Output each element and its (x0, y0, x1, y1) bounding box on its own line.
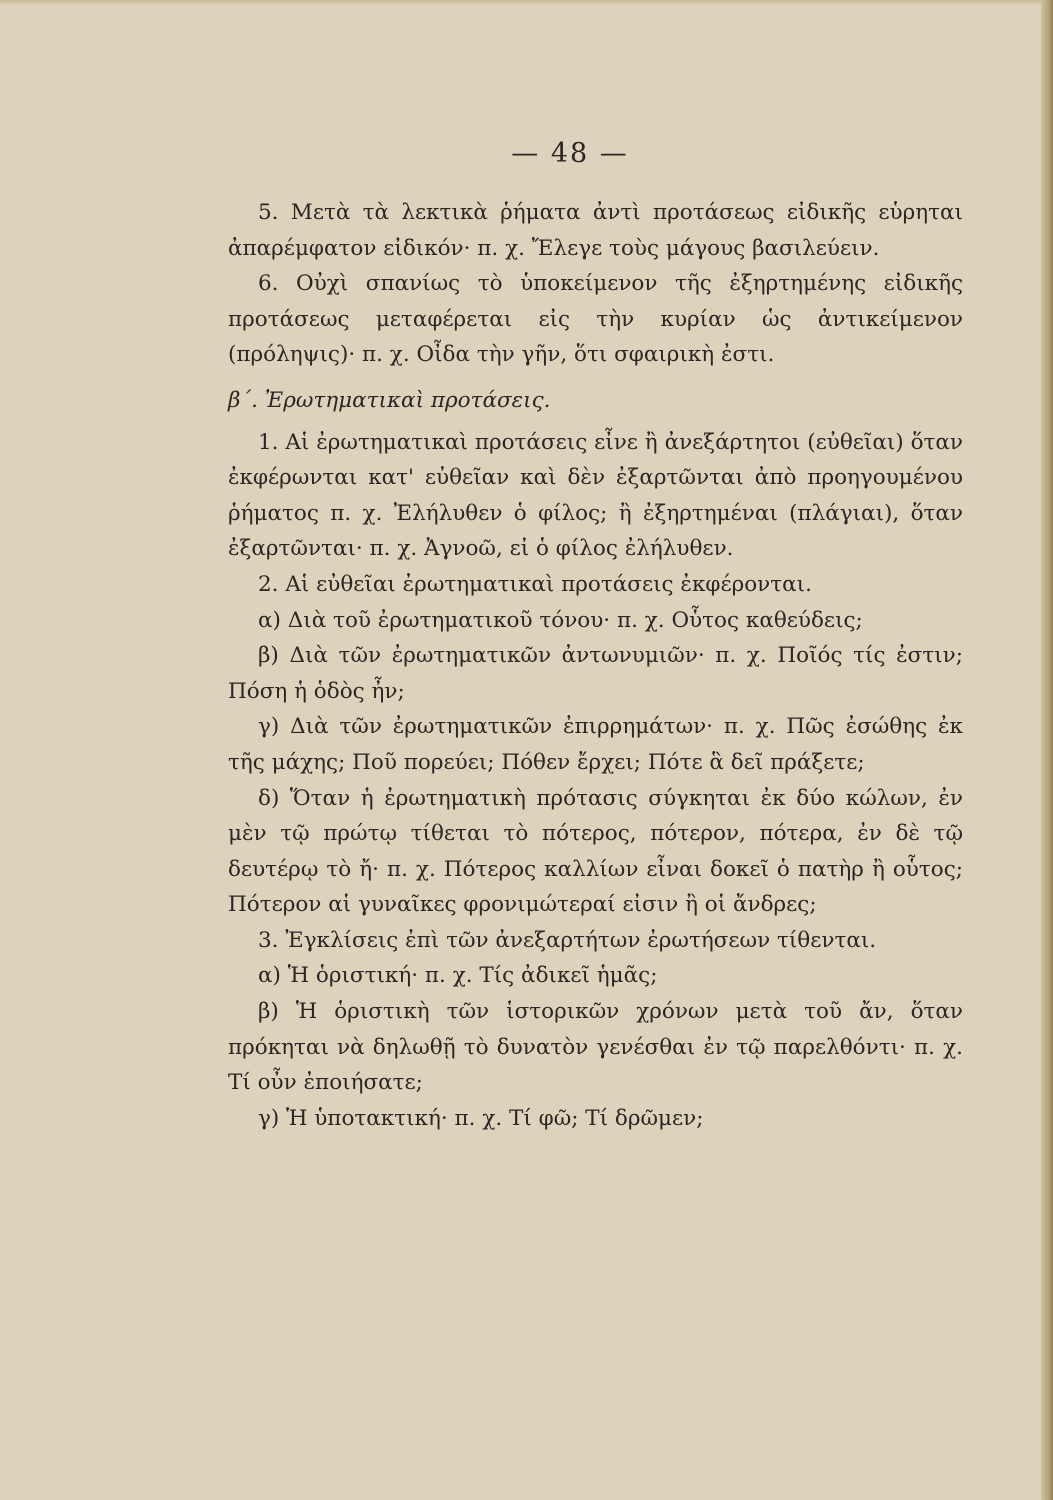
paragraph-q2a: α) Διὰ τοῦ ἐρωτηματικοῦ τόνου· π. χ. Οὗτος καθεύδεις; (258, 607, 863, 633)
paragraph-5: 5. Μετὰ τὰ λεκτικὰ ῥήματα ἀντὶ προτάσεως εἰδικῆς εὑρηται ἀπαρέμφατον εἰδικόν· π. χ. Ἔλεγε τοὺς μάγους βασιλεύειν. (228, 200, 963, 261)
paragraph-q1: 1. Αἱ ἐρωτηματικαὶ προτάσεις εἶνε ἢ ἀνεξάρτητοι (εὐθεῖαι) ὅταν ἐκφέρωνται κατ' εὐθεῖαν καὶ δὲν ἐξαρτῶνται ἀπὸ προηγουμένου ῥήματος π. χ. Ἐλήλυθεν ὁ φίλος; ἢ ἐξηρτημέναι (πλάγιαι), ὅταν ἐξαρτῶνται· π. χ. Ἀγνοῶ, εἰ ὁ φίλος ἐλήλυθεν. (228, 429, 963, 562)
paragraph-q2b: β) Διὰ τῶν ἐρωτηματικῶν ἀντωνυμιῶν· π. χ. Ποῖός τίς ἐστιν; Πόση ἡ ὁδὸς ἦν; (228, 643, 963, 704)
paragraph-q2d: δ) Ὅταν ἡ ἐρωτηματικὴ πρότασις σύγκηται ἐκ δύο κώλων, ἐν μὲν τῷ πρώτῳ τίθεται τὸ πότερος, πότερον, πότερα, ἐν δὲ τῷ δευτέρῳ τὸ ἤ· π. χ. Πότερος καλλίων εἶναι δοκεῖ ὁ πατὴρ ἢ οὗτος; Πότερον αἱ γυναῖκες φρονιμώτεραί εἰσιν ἢ οἱ ἄνδρες; (228, 785, 963, 918)
paragraph-q3: 3. Ἐγκλίσεις ἐπὶ τῶν ἀνεξαρτήτων ἐρωτήσεων τίθενται. (258, 927, 877, 953)
paragraph-q2: 2. Αἱ εὐθεῖαι ἐρωτηματικαὶ προτάσεις ἐκφέρονται. (258, 571, 812, 597)
paragraph-6: 6. Οὐχὶ σπανίως τὸ ὑποκείμενον τῆς ἐξηρτημένης εἰδικῆς προτάσεως μεταφέρεται εἰς τὴν κυρίαν ὡς ἀντικείμενον (πρόληψις)· π. χ. Οἶδα τὴν γῆν, ὅτι σφαιρικὴ ἐστι. (228, 271, 963, 368)
paragraph-q3b: β) Ἡ ὁριστικὴ τῶν ἱστορικῶν χρόνων μετὰ τοῦ ἄν, ὅταν πρόκηται νὰ δηλωθῇ τὸ δυνατὸν γενέσθαι ἐν τῷ παρελθόντι· π. χ. Τί οὖν ἐποιήσατε; (228, 999, 963, 1096)
paragraph-q3a: α) Ἡ ὁριστική· π. χ. Τίς ἀδικεῖ ἡμᾶς; (258, 963, 658, 989)
section-heading: β΄. Ἐρωτηματικαὶ προτάσεις. (228, 387, 551, 413)
paragraph-q3c: γ) Ἡ ὑποτακτική· π. χ. Τί φῶ; Τί δρῶμεν; (258, 1105, 704, 1131)
page-binding-edge (1041, 0, 1053, 1500)
page-number: — 48 — (511, 138, 629, 169)
page-body (228, 195, 963, 1136)
paragraph-q2c: γ) Διὰ τῶν ἐρωτηματικῶν ἐπιρρημάτων· π. χ. Πῶς ἐσώθης ἐκ τῆς μάχης; Ποῦ πορεύει; Πόθεν ἔρχει; Πότε ἃ δεῖ πράξετε; (228, 714, 963, 775)
